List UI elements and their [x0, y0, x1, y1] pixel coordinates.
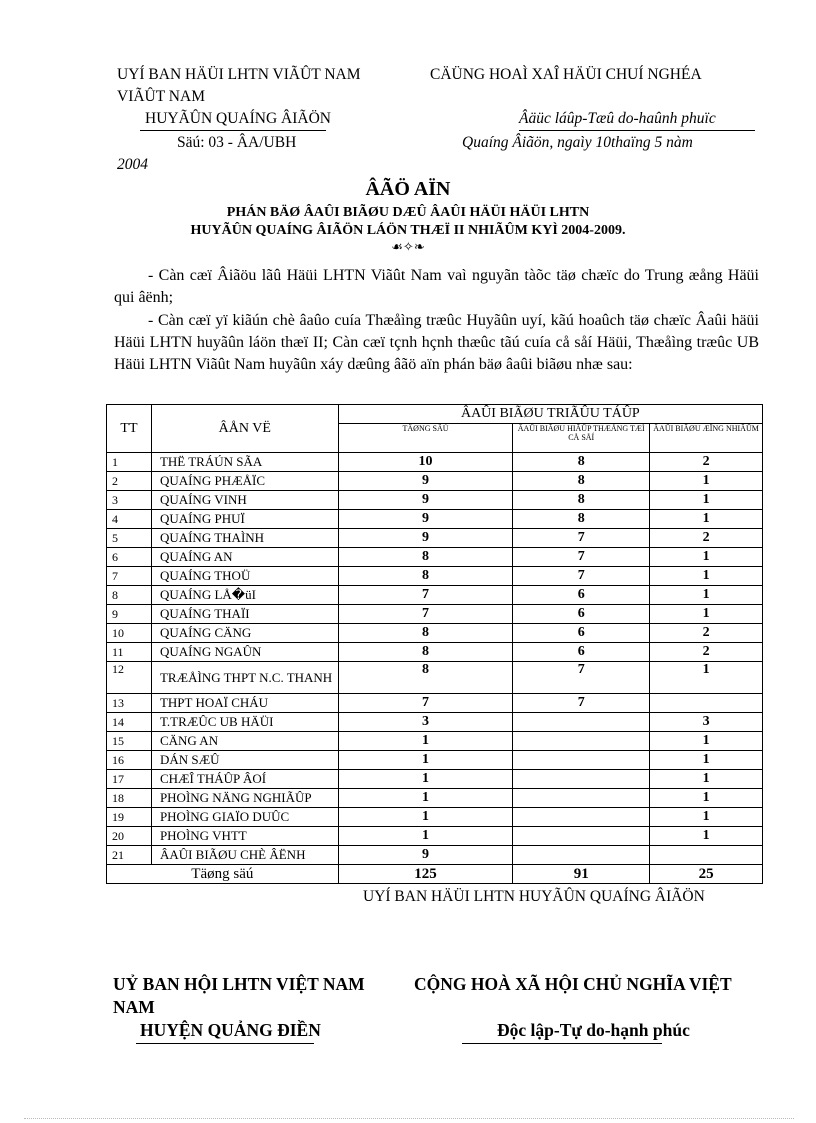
row-number: 3 [107, 491, 152, 510]
document-title: ÂÃÖ AÏN [365, 178, 451, 200]
table-row [107, 548, 763, 567]
total-delegates: 9 [338, 529, 513, 548]
table-row [107, 472, 763, 491]
page-bottom-divider [24, 1118, 794, 1119]
total-delegates: 1 [338, 770, 513, 789]
total-delegates: 8 [338, 643, 513, 662]
grassroots-delegates [513, 770, 650, 789]
grassroots-delegates [513, 808, 650, 827]
unit-name: THË TRÁÚN SÃA [151, 453, 338, 472]
table-row [107, 770, 763, 789]
row-number: 4 [107, 510, 152, 529]
motto-underline [519, 130, 755, 131]
appointed-delegates: 1 [650, 732, 763, 751]
row-number: 16 [107, 751, 152, 770]
document-subtitle-2: HUYÃÛN QUAÍNG ÂIÃÖN LÁÖN THÆÏ II NHIÃÛM KYÌ 2004-2009. [190, 223, 626, 238]
sum-label: Täøng säú [107, 865, 339, 884]
total-delegates: 1 [338, 751, 513, 770]
place-date: Quaíng Âiãön, ngaìy 10thaïng 5 nàm [462, 134, 693, 151]
row-number: 18 [107, 789, 152, 808]
grassroots-delegates: 7 [513, 567, 650, 586]
total-delegates: 3 [338, 713, 513, 732]
table-row [107, 643, 763, 662]
total-delegates: 9 [338, 846, 513, 865]
unit-name: QUAÍNG NGAÛN [151, 643, 338, 662]
table-row [107, 586, 763, 605]
appointed-delegates [650, 694, 763, 713]
row-number: 21 [107, 846, 152, 865]
unit-name: PHOÌNG NÄNG NGHIÃÛP [151, 789, 338, 808]
unit-name: QUAÍNG AN [151, 548, 338, 567]
document-number: Säú: 03 - ÂA/UBH [177, 134, 297, 151]
row-number: 19 [107, 808, 152, 827]
paragraph-basis-1: - Càn cæï Âiãöu lãû Häüi LHTN Viãût Nam vaì nguyãn tàõc täø chæïc do Trung æång Häüi qui âënh; [114, 267, 759, 306]
table-row [107, 789, 763, 808]
table-row [107, 732, 763, 751]
table-row [107, 567, 763, 586]
table-row [107, 713, 763, 732]
row-number: 6 [107, 548, 152, 567]
grassroots-delegates: 6 [513, 586, 650, 605]
total-delegates: 7 [338, 605, 513, 624]
grassroots-delegates [513, 713, 650, 732]
table-row [107, 751, 763, 770]
col-appointed-header: ÂAÛI BIÃØU ÆÏNG NHIÃÛM [650, 424, 763, 453]
row-number: 14 [107, 713, 152, 732]
table-row [107, 605, 763, 624]
appointed-delegates: 2 [650, 624, 763, 643]
unit-name: CÄNG AN [151, 732, 338, 751]
unit-name: QUAÍNG LÅ�üI [151, 586, 338, 605]
group-header: ÂAÛI BIÃØU TRIÃÛU TÁÛP [338, 405, 762, 424]
row-number: 8 [107, 586, 152, 605]
unit-name: QUAÍNG THAÌNH [151, 529, 338, 548]
signature-line: UYÍ BAN HÄÜI LHTN HUYÃÛN QUAÍNG ÂIÃÖN [363, 888, 705, 905]
appointed-delegates: 1 [650, 548, 763, 567]
unit-name: PHOÌNG VHTT [151, 827, 338, 846]
unit-name: TRÆÅÌNG THPT N.C. THANH [151, 662, 338, 694]
table-row [107, 529, 763, 548]
grassroots-delegates: 8 [513, 453, 650, 472]
delegate-table [106, 404, 763, 884]
motto-2: Độc lập-Tự do-hạnh phúc [497, 1020, 690, 1040]
appointed-delegates [650, 846, 763, 865]
motto-underline-2 [462, 1043, 662, 1044]
row-number: 10 [107, 624, 152, 643]
appointed-delegates: 1 [650, 827, 763, 846]
grassroots-delegates [513, 789, 650, 808]
appointed-delegates: 1 [650, 770, 763, 789]
row-number: 7 [107, 567, 152, 586]
table-row [107, 808, 763, 827]
row-number: 5 [107, 529, 152, 548]
grassroots-delegates: 7 [513, 529, 650, 548]
appointed-delegates: 3 [650, 713, 763, 732]
total-delegates: 1 [338, 827, 513, 846]
grassroots-delegates: 6 [513, 605, 650, 624]
org-name-line1-wrap: VIÃÛT NAM [117, 88, 205, 105]
total-delegates: 8 [338, 662, 513, 694]
district-underline-2 [136, 1043, 314, 1044]
grassroots-delegates [513, 827, 650, 846]
table-row [107, 491, 763, 510]
appointed-delegates: 1 [650, 662, 763, 694]
total-delegates: 9 [338, 472, 513, 491]
motto: Âäüc láûp-Tæû do-haûnh phuïc [519, 110, 716, 127]
nation-name-2: CỘNG HOÀ XÃ HỘI CHỦ NGHĨA VIỆT [414, 974, 732, 994]
appointed-delegates: 1 [650, 605, 763, 624]
unit-name: QUAÍNG THAÏI [151, 605, 338, 624]
table-row [107, 846, 763, 865]
district-underline [140, 130, 326, 131]
grassroots-delegates [513, 751, 650, 770]
appointed-delegates: 1 [650, 472, 763, 491]
total-delegates: 8 [338, 548, 513, 567]
grassroots-delegates: 7 [513, 662, 650, 694]
total-delegates: 9 [338, 491, 513, 510]
unit-name: ÂAÛI BIÃØU CHÈ ÂËNH [151, 846, 338, 865]
row-number: 17 [107, 770, 152, 789]
appointed-delegates: 1 [650, 491, 763, 510]
nation-name: CÄÜNG HOAÌ XAÎ HÄÜI CHUÍ NGHÉA [430, 66, 702, 83]
col-unit-header: ÂÅN VË [151, 405, 338, 453]
table-row [107, 624, 763, 643]
sum-total: 125 [338, 865, 513, 884]
total-delegates: 1 [338, 732, 513, 751]
grassroots-delegates: 8 [513, 510, 650, 529]
total-delegates: 8 [338, 624, 513, 643]
org-district: HUYÃÛN QUAÍNG ÂIÃÖN [145, 110, 331, 127]
org-name-line1-wrap-2: NAM [113, 997, 155, 1017]
row-number: 9 [107, 605, 152, 624]
unit-name: QUAÍNG PHÆÅÏC [151, 472, 338, 491]
unit-name: QUAÍNG VINH [151, 491, 338, 510]
table-row [107, 694, 763, 713]
unit-name: T.TRÆÛC UB HÄÜI [151, 713, 338, 732]
appointed-delegates: 1 [650, 751, 763, 770]
row-number: 15 [107, 732, 152, 751]
appointed-delegates: 1 [650, 586, 763, 605]
grassroots-delegates: 8 [513, 472, 650, 491]
unit-name: QUAÍNG THOÜ [151, 567, 338, 586]
unit-name: QUAÍNG PHUÏ [151, 510, 338, 529]
total-delegates: 8 [338, 567, 513, 586]
grassroots-delegates: 7 [513, 694, 650, 713]
row-number: 11 [107, 643, 152, 662]
appointed-delegates: 1 [650, 510, 763, 529]
table-row [107, 827, 763, 846]
total-delegates: 10 [338, 453, 513, 472]
unit-name: PHOÌNG GIAÏO DUÛC [151, 808, 338, 827]
org-name-line1: UYÍ BAN HÄÜI LHTN VIÃÛT NAM [117, 66, 361, 83]
appointed-delegates: 2 [650, 529, 763, 548]
total-delegates: 1 [338, 789, 513, 808]
grassroots-delegates: 6 [513, 624, 650, 643]
row-number: 13 [107, 694, 152, 713]
col-grassroots-header: ÂAÛI BIÃØU HIÃÛP THÆÅNG TÆÌ CÅ SÅÍ [513, 424, 650, 453]
col-total-header: TÄØNG SÄÚ [338, 424, 513, 453]
paragraph-basis-2: - Càn cæï yï kiãún chè âaûo cuía Thæåìng træûc Huyãûn uyí, kãú hoaûch täø chæïc Âaûi häüi Häüi LHTN huyãûn láön thæï II; Càn cæï tçnh hçnh thæûc tãú cuía cå såí Häüi, Thæåìng træûc UB Häüi LHTN Viãût Nam huyãûn xáy dæûng âãö aïn phán bäø âaûi biãøu nhæ sau: [114, 312, 759, 373]
table-row [107, 510, 763, 529]
appointed-delegates: 1 [650, 789, 763, 808]
unit-name: THPT HOAÏ CHÁU [151, 694, 338, 713]
appointed-delegates: 1 [650, 567, 763, 586]
total-delegates: 9 [338, 510, 513, 529]
sum-grassroots: 91 [513, 865, 650, 884]
table-row [107, 662, 763, 694]
grassroots-delegates [513, 846, 650, 865]
total-delegates: 7 [338, 694, 513, 713]
appointed-delegates: 1 [650, 808, 763, 827]
appointed-delegates: 2 [650, 643, 763, 662]
unit-name: DÁN SÆÛ [151, 751, 338, 770]
org-name-line1-2: UỶ BAN HỘI LHTN VIỆT NAM [113, 974, 365, 994]
col-tt-header: TT [107, 405, 152, 453]
total-delegates: 7 [338, 586, 513, 605]
org-district-2: HUYỆN QUẢNG ĐIỀN [140, 1020, 321, 1040]
date-year: 2004 [117, 156, 148, 173]
row-number: 2 [107, 472, 152, 491]
row-number: 12 [107, 662, 152, 694]
total-delegates: 1 [338, 808, 513, 827]
grassroots-delegates: 6 [513, 643, 650, 662]
document-subtitle-1: PHÁN BÄØ ÂAÛI BIÃØU DÆÛ ÂAÛI HÄÜI HÄÜI LHTN [226, 205, 590, 220]
grassroots-delegates [513, 732, 650, 751]
sum-appointed: 25 [650, 865, 763, 884]
row-number: 20 [107, 827, 152, 846]
unit-name: CHÆÎ THÁÛP ÂOÍ [151, 770, 338, 789]
table-row [107, 453, 763, 472]
grassroots-delegates: 8 [513, 491, 650, 510]
grassroots-delegates: 7 [513, 548, 650, 567]
row-number: 1 [107, 453, 152, 472]
unit-name: QUAÍNG CÄNG [151, 624, 338, 643]
appointed-delegates: 2 [650, 453, 763, 472]
ornament-divider: ☙✧❧ [391, 239, 425, 254]
